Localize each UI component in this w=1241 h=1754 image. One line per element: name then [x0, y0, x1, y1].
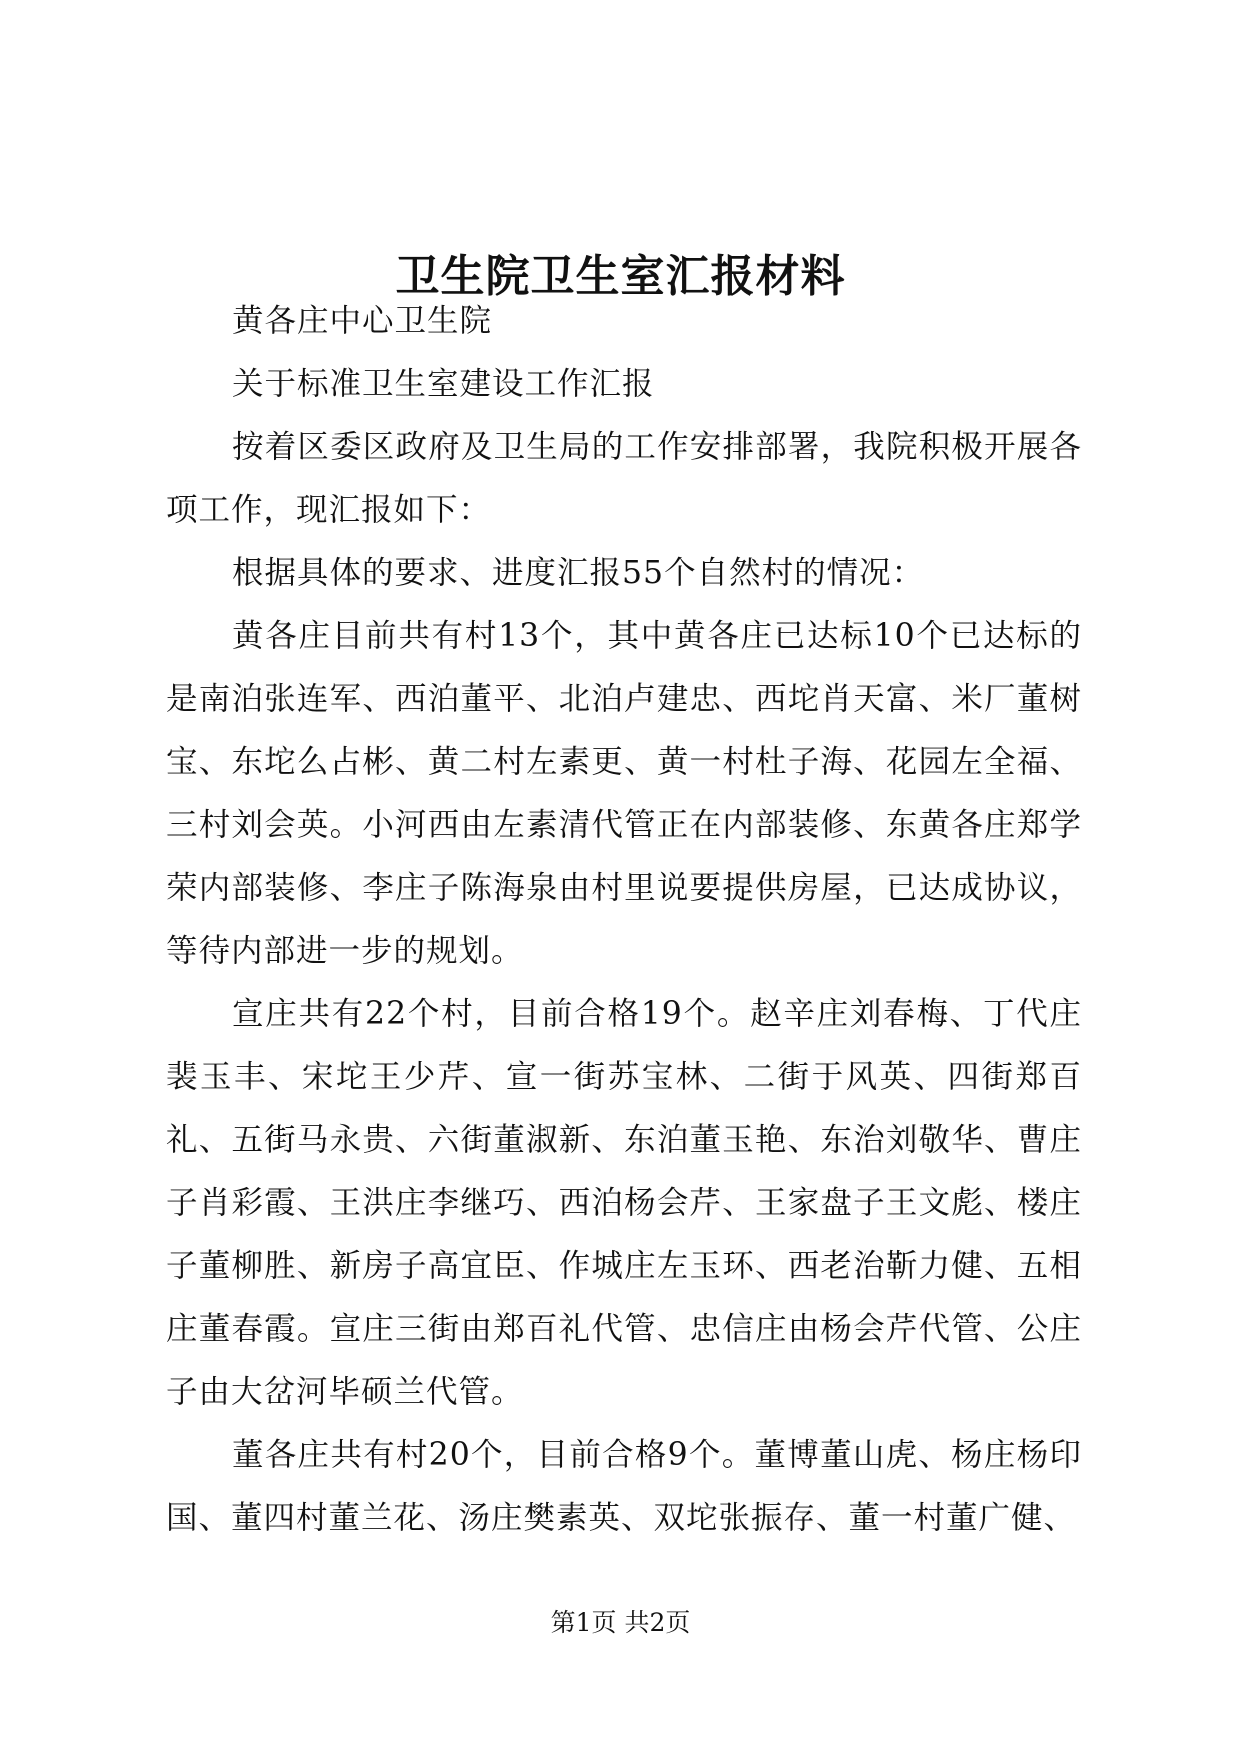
paragraph-village-summary: 根据具体的要求、进度汇报55个自然村的情况：: [232, 555, 925, 591]
paragraph-xuanzhuang: 宣庄共有22个村，目前合格19个。赵辛庄刘春梅、丁代庄裴玉丰、宋坨王少芹、宣一街苏宝林、二街于风英、四街郑百礼、五街马永贵、六街董淑新、东泊董玉艳、东治刘敬华、曹庄子肖彩霞、王洪庄李继巧、西泊杨会芹、王家盘子王文彪、楼庄子董柳胜、新房子高宜臣、作城庄左玉环、西老治靳力健、五相庄董春霞。宣庄三街由郑百礼代管、忠信庄由杨会芹代管、公庄子由大岔河毕硕兰代管。: [166, 996, 1082, 1410]
paragraph-subject: 关于标准卫生室建设工作汇报: [232, 366, 655, 402]
paragraph-huanggezhuang: 黄各庄目前共有村13个，其中黄各庄已达标10个已达标的是南泊张连军、西泊董平、北泊卢建忠、西坨肖天富、米厂董树宝、东坨么占彬、黄二村左素更、黄一村杜子海、花园左全福、三村刘会英。小河西由左素清代管正在内部装修、东黄各庄郑学荣内部装修、李庄子陈海泉由村里说要提供房屋，已达成协议，等待内部进一步的规划。: [166, 618, 1082, 969]
paragraph-organization: 黄各庄中心卫生院: [232, 303, 493, 339]
page-number-footer: 第1页 共2页: [550, 1608, 691, 1637]
paragraph-introduction: 按着区委区政府及卫生局的工作安排部署，我院积极开展各项工作，现汇报如下：: [166, 429, 1082, 528]
document-body: [166, 290, 1082, 1550]
document-title: 卫生院卫生室汇报材料: [395, 251, 846, 303]
paragraph-donggezhuang: 董各庄共有村20个，目前合格9个。董博董山虎、杨庄杨印国、董四村董兰花、汤庄樊素英、双坨张振存、董一村董广健、: [166, 1437, 1082, 1536]
